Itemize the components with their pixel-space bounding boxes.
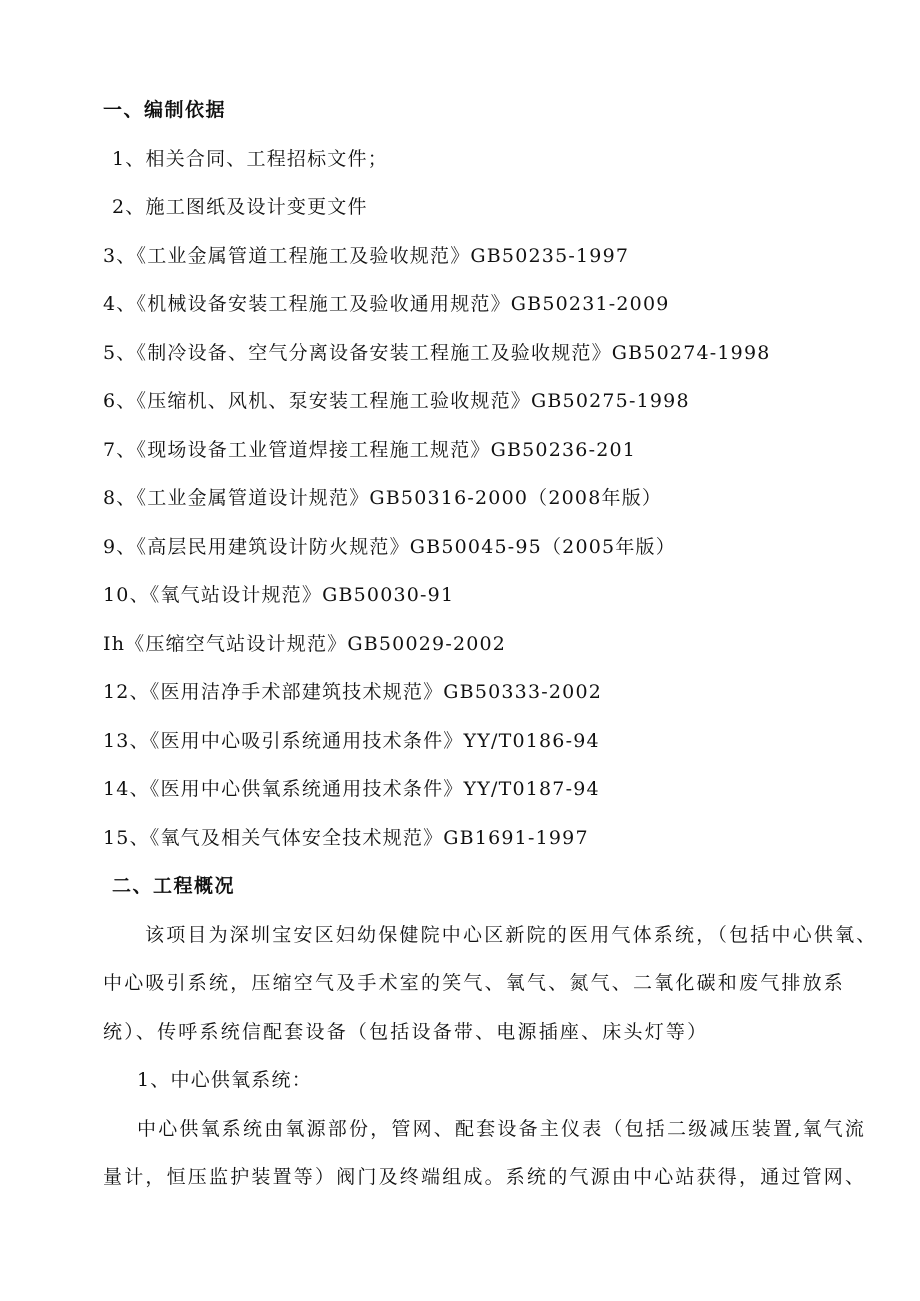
reference-item-6: 6、《压缩机、风机、泵安装工程施工验收规范》GB50275-1998 — [103, 390, 690, 412]
reference-item-12: 12、《医用洁净手术部建筑技术规范》GB50333-2002 — [103, 681, 603, 703]
reference-item-2: 2、施工图纸及设计变更文件 — [112, 196, 368, 218]
section2-heading: 二、工程概况 — [112, 875, 236, 897]
reference-item-15: 15、《氧气及相关气体安全技术规范》GB1691-1997 — [103, 827, 589, 849]
section1-heading: 一、编制依据 — [103, 99, 227, 121]
oxygen-line-1: 中心供氧系统由氧源部份，管网、配套设备主仪表（包括二级减压装置,氧气流 — [137, 1118, 867, 1140]
subsection-oxygen-heading: 1、中心供氧系统： — [137, 1069, 312, 1091]
reference-item-14: 14、《医用中心供氧系统通用技术条件》YY/T0187-94 — [103, 778, 600, 800]
reference-item-8: 8、《工业金属管道设计规范》GB50316-2000（2008年版） — [103, 487, 663, 509]
reference-item-4: 4、《机械设备安装工程施工及验收通用规范》GB50231-2009 — [103, 293, 670, 315]
reference-item-1: 1、相关合同、工程招标文件； — [112, 148, 388, 170]
reference-item-7: 7、《现场设备工业管道焊接工程施工规范》GB50236-201 — [103, 439, 637, 461]
oxygen-line-2: 量计，恒压监护装置等）阀门及终端组成。系统的气源由中心站获得，通过管网、 — [103, 1166, 867, 1188]
reference-item-13: 13、《医用中心吸引系统通用技术条件》YY/T0186-94 — [103, 730, 600, 752]
reference-item-9: 9、《高层民用建筑设计防火规范》GB50045-95（2005年版） — [103, 536, 676, 558]
reference-item-3: 3、《工业金属管道工程施工及验收规范》GB50235-1997 — [103, 245, 630, 267]
reference-item-10: 10、《氧气站设计规范》GB50030-91 — [103, 584, 455, 606]
overview-line-3: 统）、传呼系统信配套设备（包括设备带、电源插座、床头灯等） — [103, 1021, 709, 1043]
reference-item-5: 5、《制冷设备、空气分离设备安装工程施工及验收规范》GB50274-1998 — [103, 342, 771, 364]
overview-line-2: 中心吸引系统，压缩空气及手术室的笑气、氧气、氮气、二氧化碳和废气排放系 — [103, 972, 846, 994]
overview-line-1: 该项目为深圳宝安区妇幼保健院中心区新院的医用气体系统，（包括中心供氧、 — [145, 924, 878, 946]
reference-item-11: Ih《压缩空气站设计规范》GB50029-2002 — [103, 633, 507, 655]
